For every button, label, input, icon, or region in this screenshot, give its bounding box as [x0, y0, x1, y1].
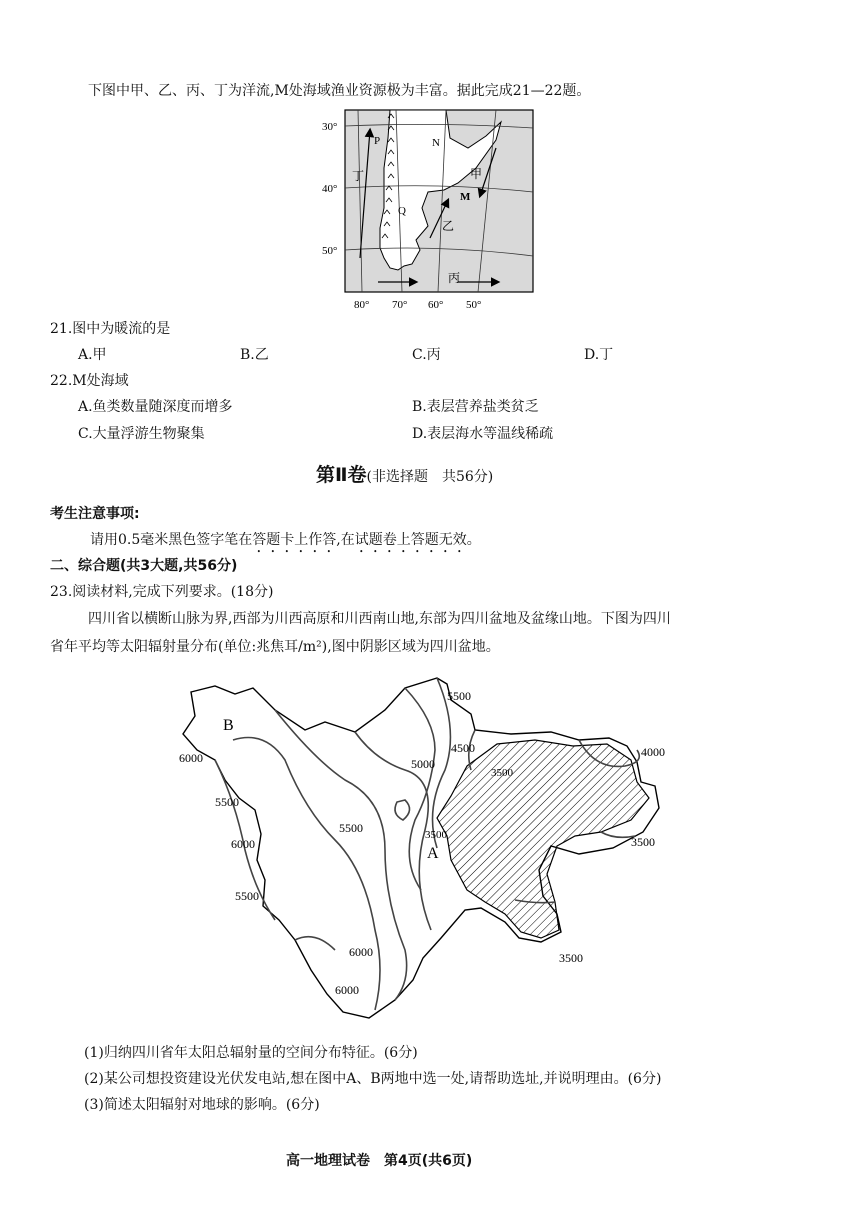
part2-heading: 二、综合题(共3大题,共56分): [50, 558, 238, 574]
current-label: 丁: [352, 169, 365, 183]
notice-emphasis: 试题卷上答题无效: [354, 532, 467, 548]
q21-stem: 21.图中为暖流的是: [50, 321, 171, 337]
q22-option: A.鱼类数量随深度而增多: [78, 399, 233, 415]
q21-option: C.丙: [412, 347, 441, 363]
section-title-sub: (非选择题 共56分): [366, 469, 494, 485]
isoline-label: 3500: [559, 951, 583, 965]
lon-label: 70°: [392, 299, 408, 311]
isoline-label: 6000: [231, 837, 255, 851]
notice-part: 请用0.5毫米黑色签字笔在: [90, 532, 253, 548]
notice-part: 。: [466, 532, 481, 548]
section-title: [316, 460, 493, 487]
isoline-label: 5500: [235, 889, 259, 903]
intro-text: 下图中甲、乙、丙、丁为洋流,M处海域渔业资源极为丰富。据此完成21—22题。: [88, 83, 591, 99]
isoline-label: 5500: [447, 689, 471, 703]
q23-subquestion: (2)某公司想投资建设光伏发电站,想在图中A、B两地中选一处,请帮助选址,并说明理由。(6分): [84, 1071, 662, 1087]
q21-option: D.丁: [584, 347, 614, 363]
current-label: 甲: [470, 167, 483, 181]
point-label: Q: [398, 205, 406, 217]
lat-label: 50°: [322, 245, 338, 257]
isoline-label: 4000: [641, 745, 665, 759]
isoline-label: 3500: [491, 767, 513, 779]
q23-stem: 23.阅读材料,完成下列要求。(18分): [50, 584, 274, 600]
isoline-label: 6000: [335, 983, 359, 997]
q23-para: 四川省以横断山脉为界,西部为川西高原和川西南山地,东部为四川盆地及盆缘山地。下图为四川: [88, 611, 671, 627]
notice-text: [90, 529, 481, 556]
point-label: B: [223, 717, 234, 734]
q23-subquestion: (3)简述太阳辐射对地球的影响。(6分): [84, 1097, 320, 1113]
q21-option: A.甲: [78, 347, 107, 363]
lat-label: 30°: [322, 121, 338, 133]
notice-emphasis: 答题卡上作答: [252, 532, 337, 548]
isoline-label: 3500: [425, 829, 447, 841]
q22-option: B.表层营养盐类贫乏: [412, 399, 539, 415]
ocean-current-map: [318, 108, 538, 313]
isoline-label: 6000: [349, 945, 373, 959]
point-label: N: [432, 137, 440, 149]
q22-stem: 22.M处海域: [50, 373, 129, 389]
page-footer: 高一地理试卷 第4页(共6页): [286, 1153, 473, 1169]
lat-label: 40°: [322, 183, 338, 195]
isoline-label: 5000: [411, 757, 435, 771]
isoline-label: 3500: [631, 835, 655, 849]
current-label: 乙: [442, 219, 455, 233]
notice-part: ,在: [336, 532, 355, 548]
lon-label: 60°: [428, 299, 444, 311]
isoline-label: 6000: [179, 751, 203, 765]
lon-label: 50°: [466, 299, 482, 311]
q22-option: D.表层海水等温线稀疏: [412, 426, 554, 442]
current-label: 丙: [448, 271, 461, 285]
q23-subquestion: (1)归纳四川省年太阳总辐射量的空间分布特征。(6分): [84, 1045, 418, 1061]
point-label: M: [460, 191, 471, 203]
lon-label: 80°: [354, 299, 370, 311]
isoline-label: 4500: [451, 741, 475, 755]
q23-para: 省年平均等太阳辐射量分布(单位:兆焦耳/m²),图中阴影区域为四川盆地。: [50, 639, 500, 655]
point-label: A: [427, 845, 439, 862]
sichuan-radiation-map: [175, 670, 675, 1035]
q21-option: B.乙: [240, 347, 269, 363]
section-title-main: 第Ⅱ卷: [316, 464, 367, 486]
point-label: P: [374, 135, 381, 147]
notice-heading: 考生注意事项:: [50, 506, 140, 522]
q22-option: C.大量浮游生物聚集: [78, 426, 205, 442]
isoline-label: 5500: [339, 821, 363, 835]
isoline-label: 5500: [215, 795, 239, 809]
